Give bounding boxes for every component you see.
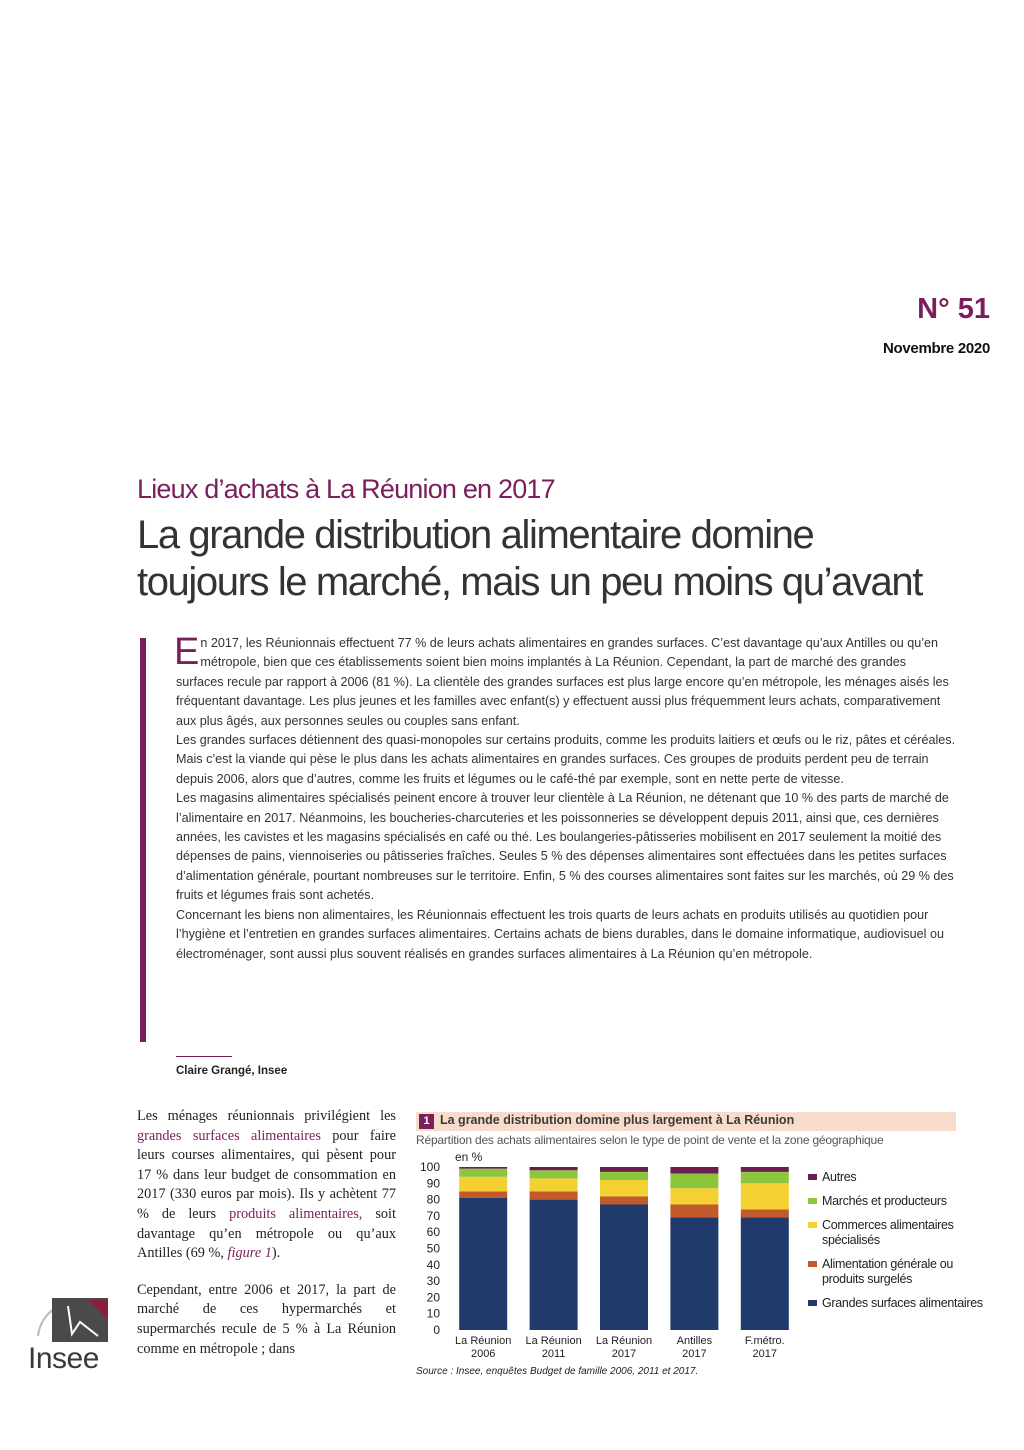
body-paragraph-1: Les ménages réunionnais privilégient les grandes surfaces alimentaires pour faire leurs courses alimentaires, qui pèsent pour 17 % dans leur budget de consommation en 2017 (330 euros par mois). Ils y achètent 77 % de leurs produits alimentaires, soit davantage qu’en métropole ou qu’aux Antilles (69 %, figure 1). bbox=[137, 1108, 397, 1262]
y-tick-label: 70 bbox=[426, 1208, 440, 1223]
y-tick-label: 20 bbox=[426, 1290, 440, 1305]
bar-segment bbox=[600, 1172, 648, 1180]
legend-label: Commerces alimentaires spécialisés bbox=[822, 1218, 954, 1247]
body-column bbox=[137, 1107, 396, 1376]
bar-segment bbox=[670, 1167, 718, 1174]
figure-unit-label: en % bbox=[455, 1150, 483, 1164]
y-tick-label: 80 bbox=[426, 1192, 440, 1207]
insee-logo-text: Insee bbox=[28, 1342, 99, 1375]
legend-label: Alimentation générale ou produits surgelés bbox=[822, 1257, 954, 1286]
abstract-paragraph-1: En 2017, les Réunionnais effectuent 77 % de leurs achats alimentaires en grandes surfaces. C’est davantage qu’aux Antilles ou qu’en métropole, bien que ces établissements soient bien moins implantés à La Réunion. Cependant, la part de marché des grandes surfaces recule par rapport à 2006 (81 %). La clientèle des grandes surfaces est plus large encore qu’en métropole, les ménages aisés les fréquentant davantage. Les plus jeunes et les familles avec enfant(s) y effectuent aussi plus fréquemment leurs achats, comparativement aux plus âgés, aux personnes seules ou couples sans enfant. bbox=[174, 631, 949, 728]
bar-segment bbox=[670, 1218, 718, 1330]
bar-segment bbox=[741, 1218, 789, 1330]
x-tick-label: 2006 bbox=[470, 1348, 496, 1360]
bar-segment bbox=[741, 1183, 789, 1209]
author-divider bbox=[176, 1056, 232, 1057]
abstract-paragraph-2: Les grandes surfaces détiennent des quasi-monopoles sur certains produits, comme les produits laitiers et œufs ou le riz, pâtes et céréales. Mais c’est la viande qui pèse le plus dans les achats alimentaires en grandes surfaces. Ces groupes de produits perdent peu de terrain depuis 2006, alors que d’autres, comme les fruits et légumes ou le café-thé par exemple, sont en nette perte de vitesse. bbox=[176, 733, 956, 786]
legend-item bbox=[808, 1257, 988, 1287]
bar-segment bbox=[670, 1204, 718, 1217]
issue-number: N° 51 bbox=[917, 293, 990, 325]
legend-swatch bbox=[808, 1198, 817, 1204]
x-tick-label: Antilles bbox=[676, 1335, 713, 1347]
legend-swatch bbox=[808, 1300, 817, 1306]
bar-segment bbox=[600, 1180, 648, 1196]
link-grandes-surfaces[interactable]: grandes surfaces alimentaires bbox=[137, 1127, 321, 1144]
abstract bbox=[174, 631, 956, 964]
author-byline: Claire Grangé, Insee bbox=[176, 1065, 288, 1077]
dropcap-letter: E bbox=[174, 631, 200, 673]
legend-item bbox=[808, 1296, 988, 1311]
y-tick-label: 60 bbox=[426, 1225, 440, 1240]
x-tick-label: 2017 bbox=[682, 1348, 707, 1360]
y-tick-label: 90 bbox=[426, 1176, 440, 1191]
legend-swatch bbox=[808, 1261, 817, 1267]
legend-label: Grandes surfaces alimentaires bbox=[822, 1296, 983, 1310]
bar-segment bbox=[530, 1191, 578, 1199]
figure-title: La grande distribution domine plus largement à La Réunion bbox=[440, 1113, 795, 1127]
y-tick-label: 40 bbox=[426, 1257, 440, 1272]
link-figure-1[interactable]: figure 1 bbox=[227, 1245, 272, 1262]
bar-segment bbox=[459, 1198, 507, 1330]
chart-legend bbox=[808, 1170, 988, 1320]
bar-segment bbox=[600, 1196, 648, 1204]
legend-item bbox=[808, 1218, 988, 1248]
y-tick-label: 100 bbox=[419, 1160, 440, 1174]
bar-segment bbox=[670, 1188, 718, 1204]
x-tick-label: La Réunion bbox=[595, 1335, 653, 1347]
bar-segment bbox=[530, 1200, 578, 1330]
bar-segment bbox=[670, 1174, 718, 1189]
figure-number-badge: 1 bbox=[419, 1114, 434, 1129]
x-tick-label: 2011 bbox=[541, 1348, 566, 1360]
bar-segment bbox=[459, 1191, 507, 1198]
y-tick-label: 30 bbox=[426, 1274, 440, 1289]
x-tick-label: La Réunion bbox=[525, 1335, 582, 1347]
stacked-bar-chart bbox=[410, 1155, 810, 1365]
link-produits-alimentaires[interactable]: produits alimentaires, bbox=[229, 1205, 363, 1222]
bar-segment bbox=[741, 1209, 789, 1217]
abstract-accent-bar bbox=[140, 638, 146, 1042]
bar-segment bbox=[530, 1178, 578, 1191]
bar-segment bbox=[459, 1177, 507, 1192]
y-tick-label: 10 bbox=[426, 1306, 440, 1321]
bar-segment bbox=[530, 1167, 578, 1170]
legend-item bbox=[808, 1194, 988, 1209]
figure-source: Source : Insee, enquêtes Budget de famille 2006, 2011 et 2017. bbox=[416, 1366, 699, 1377]
abstract-paragraph-3: Les magasins alimentaires spécialisés peinent encore à trouver leur clientèle à La Réunion, ne détenant que 10 % des parts de marché de l’alimentaire en 2017. Néanmoins, les boucheries-charcuteries et les poissonneries se développent depuis 2011, ainsi que, ces dernières années, les cavistes et les magasins spécialisés en café ou thé. Les boulangeries-pâtisseries mobilisent en 2017 seulement la moitié des dépenses de pains, viennoiseries ou pâtisseries fraîches. Seules 5 % des dépenses alimentaires sont effectuées dans les petites surfaces d’alimentation générale, pourtant nombreuses sur le territoire. Enfin, 5 % des courses alimentaires sont faites sur les marchés, où 29 % des fruits et légumes frais sont achetés. bbox=[176, 791, 954, 903]
figure-subtitle: Répartition des achats alimentaires selon le type de point de vente et la zone géographique bbox=[416, 1133, 884, 1147]
bar-segment bbox=[741, 1167, 789, 1172]
y-tick-label: 0 bbox=[433, 1323, 440, 1337]
body-paragraph-2: Cependant, entre 2006 et 2017, la part de marché de ces hypermarchés et supermarchés recule de 5 % à La Réunion comme en métropole ; dans bbox=[137, 1281, 396, 1357]
legend-label: Marchés et producteurs bbox=[822, 1194, 947, 1208]
bar-segment bbox=[530, 1170, 578, 1178]
legend-swatch bbox=[808, 1174, 817, 1180]
bar-segment bbox=[459, 1169, 507, 1177]
bar-segment bbox=[600, 1204, 648, 1330]
legend-item bbox=[808, 1170, 988, 1185]
headline: La grande distribution alimentaire domine toujours le marché, mais un peu moins qu’avant bbox=[137, 513, 922, 604]
kicker-title: Lieux d’achats à La Réunion en 2017 bbox=[137, 474, 555, 504]
x-tick-label: 2017 bbox=[611, 1348, 637, 1360]
x-tick-label: F.métro. bbox=[744, 1335, 785, 1347]
bar-segment bbox=[600, 1167, 648, 1172]
x-tick-label: La Réunion bbox=[455, 1335, 512, 1347]
bar-segment bbox=[741, 1172, 789, 1183]
abstract-paragraph-4: Concernant les biens non alimentaires, les Réunionnais effectuent les trois quarts de leurs achats en produits utilisés au quotidien pour l’hygiène et l’entretien en grandes surfaces alimentaires. Certains achats de biens durables, dans le domaine informatique, audiovisuel ou électroménager, sont aussi plus souvent réalisés en grandes surfaces alimentaires à La Réunion qu’en métropole. bbox=[176, 907, 944, 961]
x-tick-label: 2017 bbox=[752, 1348, 778, 1360]
issue-date: Novembre 2020 bbox=[883, 340, 990, 357]
legend-label: Autres bbox=[822, 1170, 857, 1184]
legend-swatch bbox=[808, 1222, 817, 1228]
bar-segment bbox=[459, 1167, 507, 1169]
y-tick-label: 50 bbox=[426, 1241, 440, 1256]
